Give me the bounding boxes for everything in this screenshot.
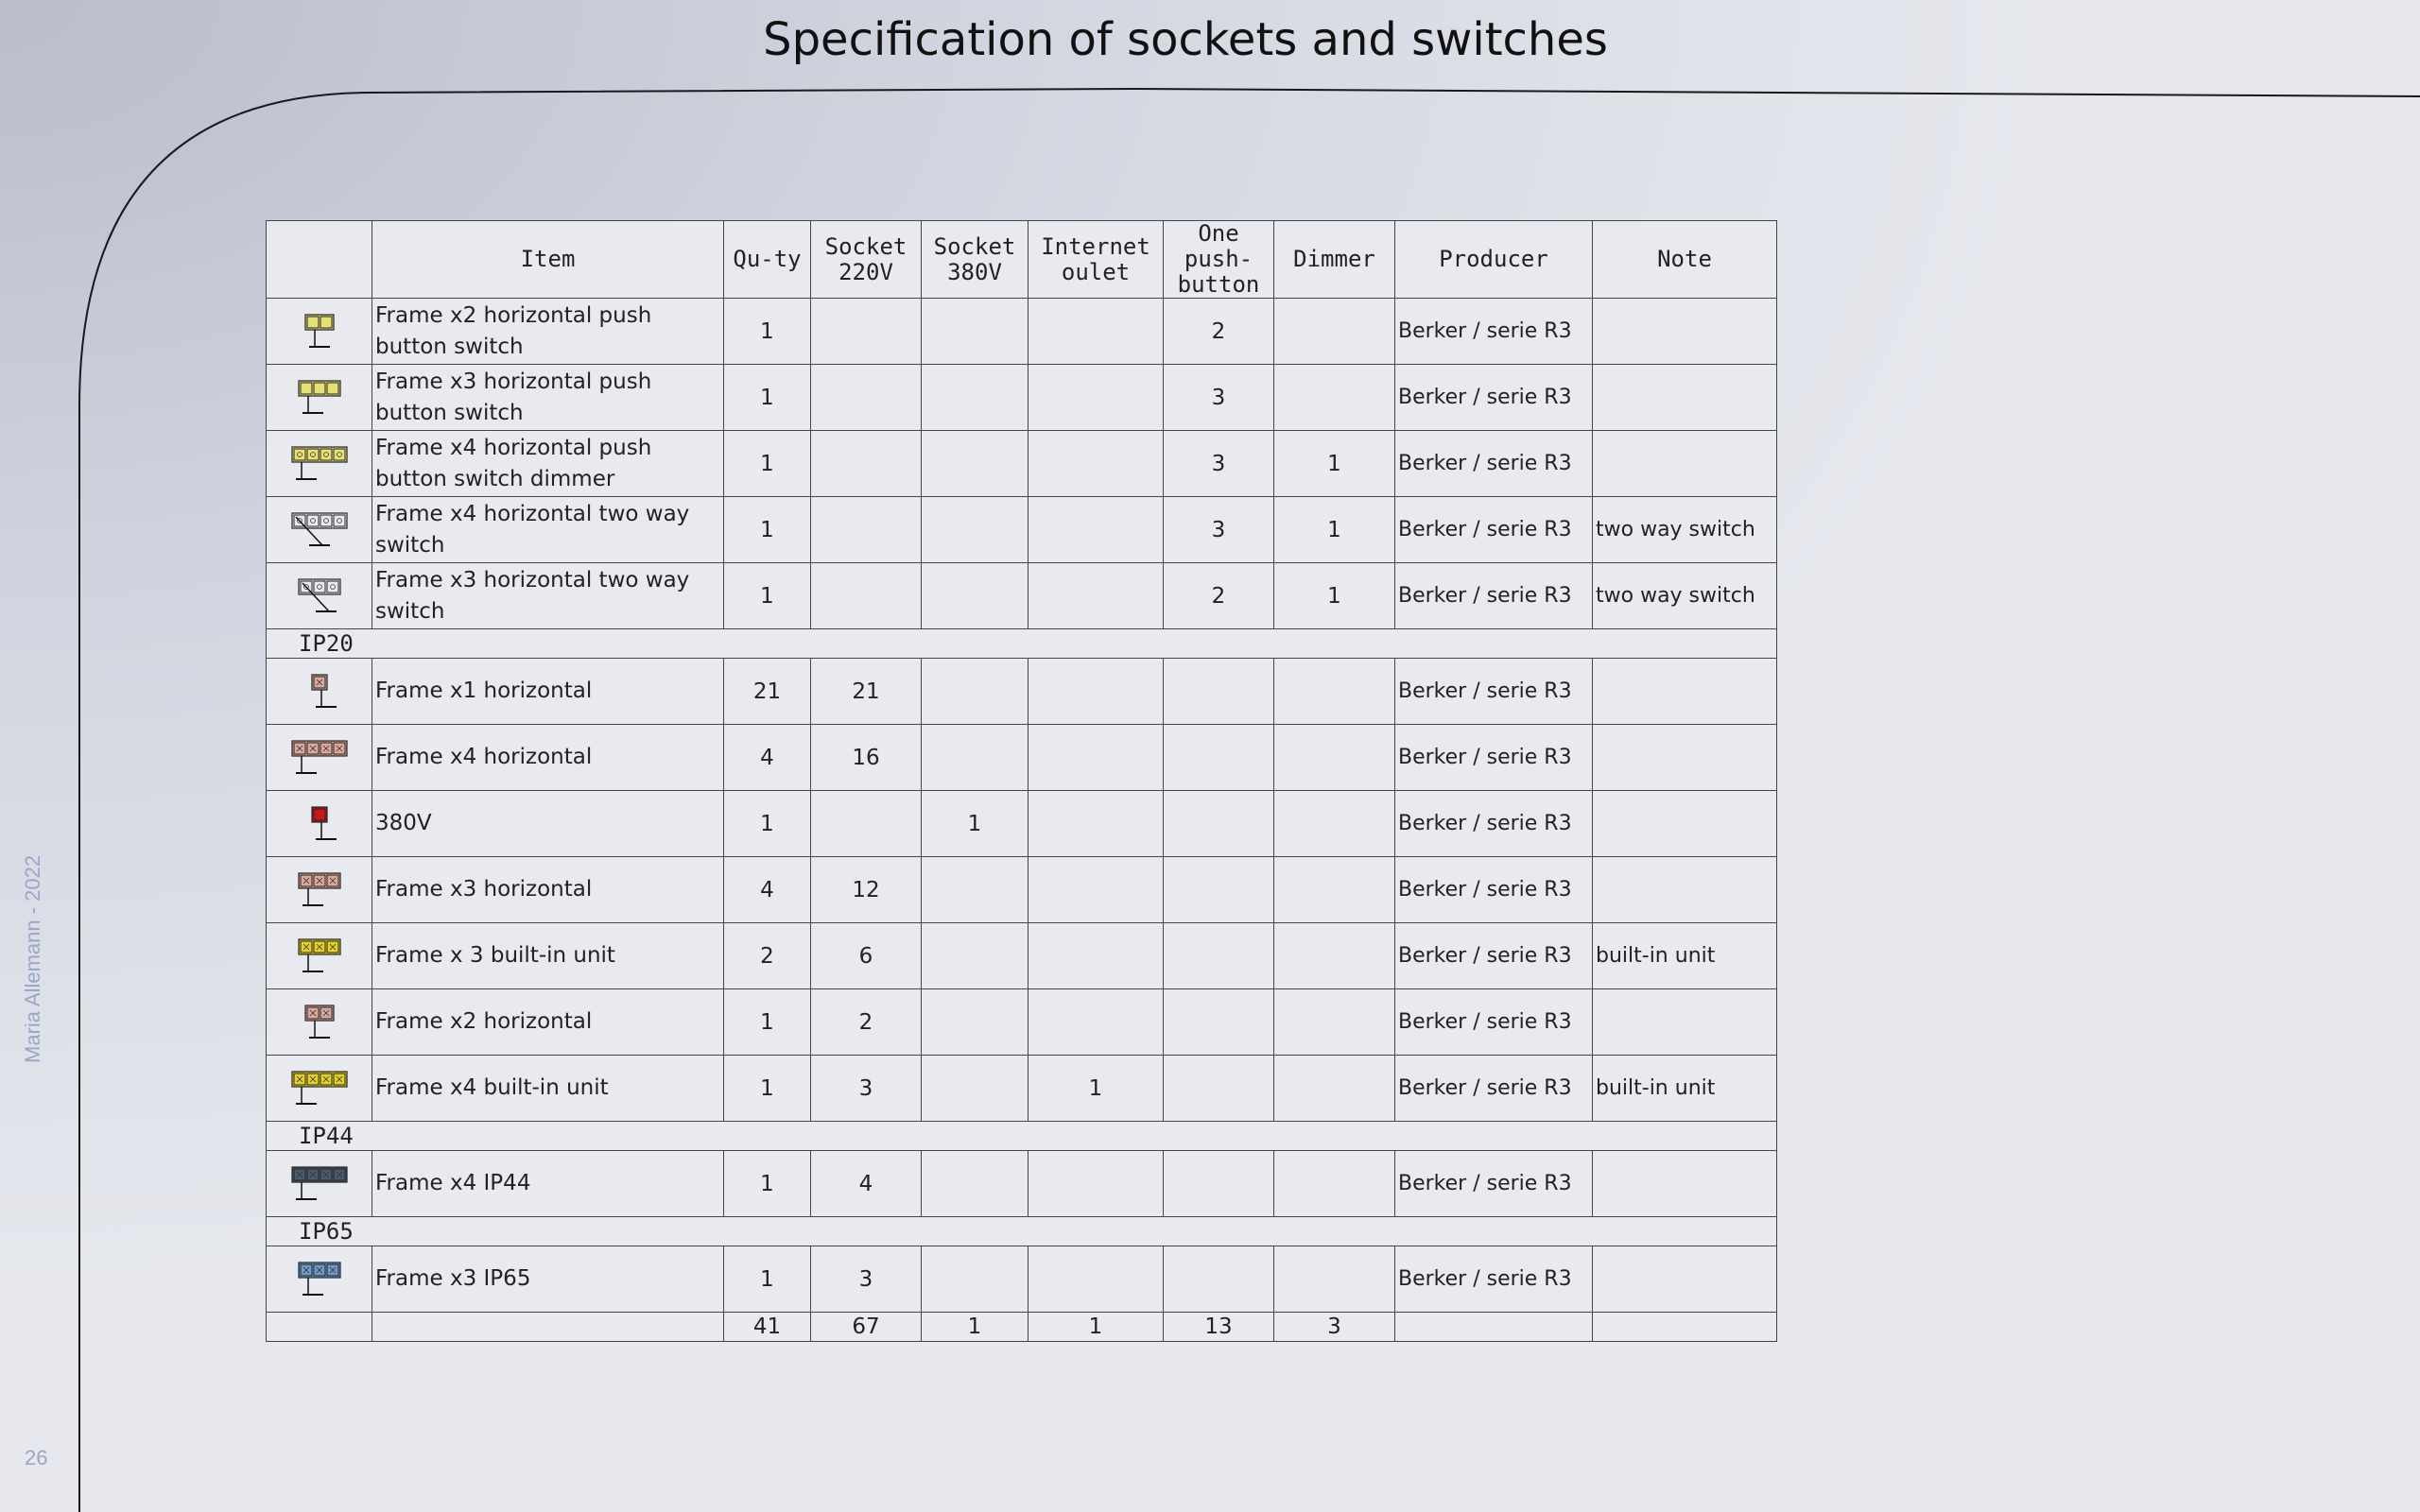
cell-push-button	[1164, 1246, 1274, 1313]
cell-note	[1593, 1151, 1777, 1217]
cell-socket-380v	[922, 659, 1028, 725]
cell-producer: Berker / serie R3	[1395, 659, 1593, 725]
socket-ip44-icon	[282, 1156, 357, 1212]
table-header-row	[267, 221, 1777, 299]
cell-push-button: 3	[1164, 365, 1274, 431]
cell-icon	[267, 497, 372, 563]
cell-socket-380v	[922, 497, 1028, 563]
cell-socket-380v	[922, 857, 1028, 923]
switch-x4-dimmer-icon	[282, 436, 357, 492]
cell-icon	[267, 725, 372, 791]
cell-note: two way switch	[1593, 497, 1777, 563]
cell-item: Frame x3 IP65	[372, 1246, 724, 1313]
table-row	[267, 497, 1777, 563]
socket-ip65-icon	[282, 1251, 357, 1308]
cell-item: Frame x4 horizontal two way switch	[372, 497, 724, 563]
page-title: Specification of sockets and switches	[763, 13, 1608, 66]
cell-qty: 1	[724, 431, 811, 497]
cell-item: Frame x4 horizontal	[372, 725, 724, 791]
cell-note	[1593, 659, 1777, 725]
section-row	[267, 1122, 1777, 1151]
table-row	[267, 563, 1777, 629]
socket-x4-icon	[282, 730, 357, 786]
cell-producer: Berker / serie R3	[1395, 1151, 1593, 1217]
cell-qty: 1	[724, 563, 811, 629]
total-empty	[1395, 1313, 1593, 1342]
cell-socket-220v: 21	[811, 659, 922, 725]
cell-socket-220v: 4	[811, 1151, 922, 1217]
cell-note	[1593, 299, 1777, 365]
cell-push-button	[1164, 923, 1274, 989]
header-socket-220v: Socket 220V	[811, 221, 922, 299]
two-way-switch-x4-icon	[282, 502, 357, 558]
table-body	[267, 299, 1777, 1342]
cell-push-button	[1164, 725, 1274, 791]
cell-dimmer	[1274, 365, 1395, 431]
total-socket380: 1	[922, 1313, 1028, 1342]
table-row	[267, 1056, 1777, 1122]
cell-socket-220v: 16	[811, 725, 922, 791]
cell-producer: Berker / serie R3	[1395, 989, 1593, 1056]
cell-push-button	[1164, 1151, 1274, 1217]
cell-socket-380v	[922, 299, 1028, 365]
cell-qty: 1	[724, 1056, 811, 1122]
cell-item: Frame x1 horizontal	[372, 659, 724, 725]
cell-item: Frame x3 horizontal	[372, 857, 724, 923]
section-row	[267, 629, 1777, 659]
header-qty: Qu-ty	[724, 221, 811, 299]
header-dimmer: Dimmer	[1274, 221, 1395, 299]
cell-socket-220v: 2	[811, 989, 922, 1056]
table-row	[267, 857, 1777, 923]
cell-internet-outlet	[1028, 431, 1164, 497]
cell-producer: Berker / serie R3	[1395, 923, 1593, 989]
cell-socket-380v	[922, 1151, 1028, 1217]
table-row	[267, 1246, 1777, 1313]
cell-icon	[267, 1246, 372, 1313]
cell-socket-220v: 12	[811, 857, 922, 923]
cell-item: Frame x2 horizontal push button switch	[372, 299, 724, 365]
header-socket-380v: Socket 380V	[922, 221, 1028, 299]
cell-internet-outlet	[1028, 299, 1164, 365]
table-row	[267, 365, 1777, 431]
cell-dimmer: 1	[1274, 431, 1395, 497]
section-label: IP20	[267, 629, 1777, 659]
cell-socket-380v: 1	[922, 791, 1028, 857]
cell-qty: 1	[724, 791, 811, 857]
cell-qty: 1	[724, 1151, 811, 1217]
cell-push-button	[1164, 659, 1274, 725]
cell-dimmer	[1274, 659, 1395, 725]
total-empty	[372, 1313, 724, 1342]
cell-producer: Berker / serie R3	[1395, 857, 1593, 923]
cell-note: two way switch	[1593, 563, 1777, 629]
table-row	[267, 791, 1777, 857]
cell-internet-outlet	[1028, 497, 1164, 563]
cell-internet-outlet	[1028, 1246, 1164, 1313]
cell-item: 380V	[372, 791, 724, 857]
cell-producer: Berker / serie R3	[1395, 791, 1593, 857]
cell-note	[1593, 989, 1777, 1056]
cell-producer: Berker / serie R3	[1395, 497, 1593, 563]
cell-item: Frame x3 horizontal push button switch	[372, 365, 724, 431]
table-row	[267, 299, 1777, 365]
cell-socket-220v	[811, 497, 922, 563]
builtin-x3-icon	[282, 928, 357, 985]
cell-note	[1593, 791, 1777, 857]
table-row	[267, 923, 1777, 989]
cell-qty: 4	[724, 857, 811, 923]
socket-x3-icon	[282, 862, 357, 919]
cell-dimmer	[1274, 725, 1395, 791]
cell-qty: 2	[724, 923, 811, 989]
cell-note	[1593, 431, 1777, 497]
cell-socket-380v	[922, 1056, 1028, 1122]
cell-socket-380v	[922, 563, 1028, 629]
total-dimmer: 3	[1274, 1313, 1395, 1342]
cell-icon	[267, 791, 372, 857]
table-row	[267, 1151, 1777, 1217]
cell-icon	[267, 365, 372, 431]
cell-push-button	[1164, 1056, 1274, 1122]
cell-internet-outlet	[1028, 857, 1164, 923]
cell-internet-outlet	[1028, 725, 1164, 791]
header-note: Note	[1593, 221, 1777, 299]
cell-dimmer	[1274, 923, 1395, 989]
cell-push-button: 3	[1164, 497, 1274, 563]
cell-socket-220v	[811, 791, 922, 857]
cell-socket-220v	[811, 365, 922, 431]
header-icon	[267, 221, 372, 299]
socket-x2-icon	[282, 994, 357, 1051]
builtin-x4-icon	[282, 1060, 357, 1117]
cell-qty: 1	[724, 1246, 811, 1313]
cell-icon	[267, 431, 372, 497]
cell-producer: Berker / serie R3	[1395, 431, 1593, 497]
total-internet: 1	[1028, 1313, 1164, 1342]
cell-icon	[267, 923, 372, 989]
spec-table	[266, 220, 1777, 1342]
header-item: Item	[372, 221, 724, 299]
totals-row	[267, 1313, 1777, 1342]
cell-socket-380v	[922, 725, 1028, 791]
table-row	[267, 659, 1777, 725]
cell-note: built-in unit	[1593, 1056, 1777, 1122]
total-empty	[1593, 1313, 1777, 1342]
cell-socket-380v	[922, 923, 1028, 989]
cell-item: Frame x 3 built-in unit	[372, 923, 724, 989]
cell-push-button	[1164, 857, 1274, 923]
cell-push-button	[1164, 989, 1274, 1056]
page-number: 26	[25, 1446, 48, 1469]
cell-dimmer	[1274, 1056, 1395, 1122]
cell-item: Frame x2 horizontal	[372, 989, 724, 1056]
cell-dimmer	[1274, 989, 1395, 1056]
cell-item: Frame x4 built-in unit	[372, 1056, 724, 1122]
cell-socket-380v	[922, 1246, 1028, 1313]
two-way-switch-x3-icon	[282, 568, 357, 625]
cell-icon	[267, 1056, 372, 1122]
header-producer: Producer	[1395, 221, 1593, 299]
author-year-label: Maria Allemann - 2022	[21, 854, 44, 1063]
cell-dimmer: 1	[1274, 563, 1395, 629]
cell-note	[1593, 365, 1777, 431]
cell-producer: Berker / serie R3	[1395, 299, 1593, 365]
cell-internet-outlet	[1028, 659, 1164, 725]
socket-380v-icon	[282, 796, 357, 852]
cell-dimmer	[1274, 857, 1395, 923]
cell-producer: Berker / serie R3	[1395, 1246, 1593, 1313]
cell-qty: 4	[724, 725, 811, 791]
cell-icon	[267, 989, 372, 1056]
cell-icon	[267, 1151, 372, 1217]
cell-socket-220v: 3	[811, 1056, 922, 1122]
section-label: IP44	[267, 1122, 1777, 1151]
cell-internet-outlet: 1	[1028, 1056, 1164, 1122]
header-internet-outlet: Internet oulet	[1028, 221, 1164, 299]
cell-socket-380v	[922, 365, 1028, 431]
cell-icon	[267, 659, 372, 725]
cell-push-button: 2	[1164, 563, 1274, 629]
total-qty: 41	[724, 1313, 811, 1342]
cell-item: Frame x3 horizontal two way switch	[372, 563, 724, 629]
cell-dimmer	[1274, 791, 1395, 857]
cell-socket-220v	[811, 563, 922, 629]
total-socket220: 67	[811, 1313, 922, 1342]
cell-socket-380v	[922, 431, 1028, 497]
section-row	[267, 1217, 1777, 1246]
cell-note	[1593, 857, 1777, 923]
cell-qty: 1	[724, 497, 811, 563]
cell-push-button: 3	[1164, 431, 1274, 497]
cell-icon	[267, 563, 372, 629]
table-row	[267, 725, 1777, 791]
table-row	[267, 989, 1777, 1056]
cell-push-button: 2	[1164, 299, 1274, 365]
cell-socket-220v	[811, 431, 922, 497]
cell-qty: 1	[724, 299, 811, 365]
cell-qty: 1	[724, 989, 811, 1056]
total-push: 13	[1164, 1313, 1274, 1342]
socket-x1-icon	[282, 663, 357, 720]
cell-socket-220v: 3	[811, 1246, 922, 1313]
cell-producer: Berker / serie R3	[1395, 563, 1593, 629]
cell-internet-outlet	[1028, 791, 1164, 857]
cell-dimmer	[1274, 1151, 1395, 1217]
cell-qty: 1	[724, 365, 811, 431]
cell-note	[1593, 1246, 1777, 1313]
cell-socket-380v	[922, 989, 1028, 1056]
cell-note	[1593, 725, 1777, 791]
cell-internet-outlet	[1028, 1151, 1164, 1217]
table-row	[267, 431, 1777, 497]
cell-qty: 21	[724, 659, 811, 725]
cell-socket-220v	[811, 299, 922, 365]
cell-icon	[267, 299, 372, 365]
total-empty	[267, 1313, 372, 1342]
cell-dimmer	[1274, 1246, 1395, 1313]
cell-internet-outlet	[1028, 989, 1164, 1056]
cell-internet-outlet	[1028, 365, 1164, 431]
cell-producer: Berker / serie R3	[1395, 725, 1593, 791]
cell-item: Frame x4 IP44	[372, 1151, 724, 1217]
cell-icon	[267, 857, 372, 923]
section-label: IP65	[267, 1217, 1777, 1246]
switch-x3-icon	[282, 369, 357, 426]
cell-item: Frame x4 horizontal push button switch dimmer	[372, 431, 724, 497]
cell-internet-outlet	[1028, 923, 1164, 989]
cell-dimmer	[1274, 299, 1395, 365]
cell-socket-220v: 6	[811, 923, 922, 989]
switch-x2-icon	[282, 303, 357, 360]
cell-note: built-in unit	[1593, 923, 1777, 989]
header-push-button: One push-button	[1164, 221, 1274, 299]
cell-dimmer: 1	[1274, 497, 1395, 563]
cell-producer: Berker / serie R3	[1395, 1056, 1593, 1122]
cell-producer: Berker / serie R3	[1395, 365, 1593, 431]
cell-internet-outlet	[1028, 563, 1164, 629]
cell-push-button	[1164, 791, 1274, 857]
